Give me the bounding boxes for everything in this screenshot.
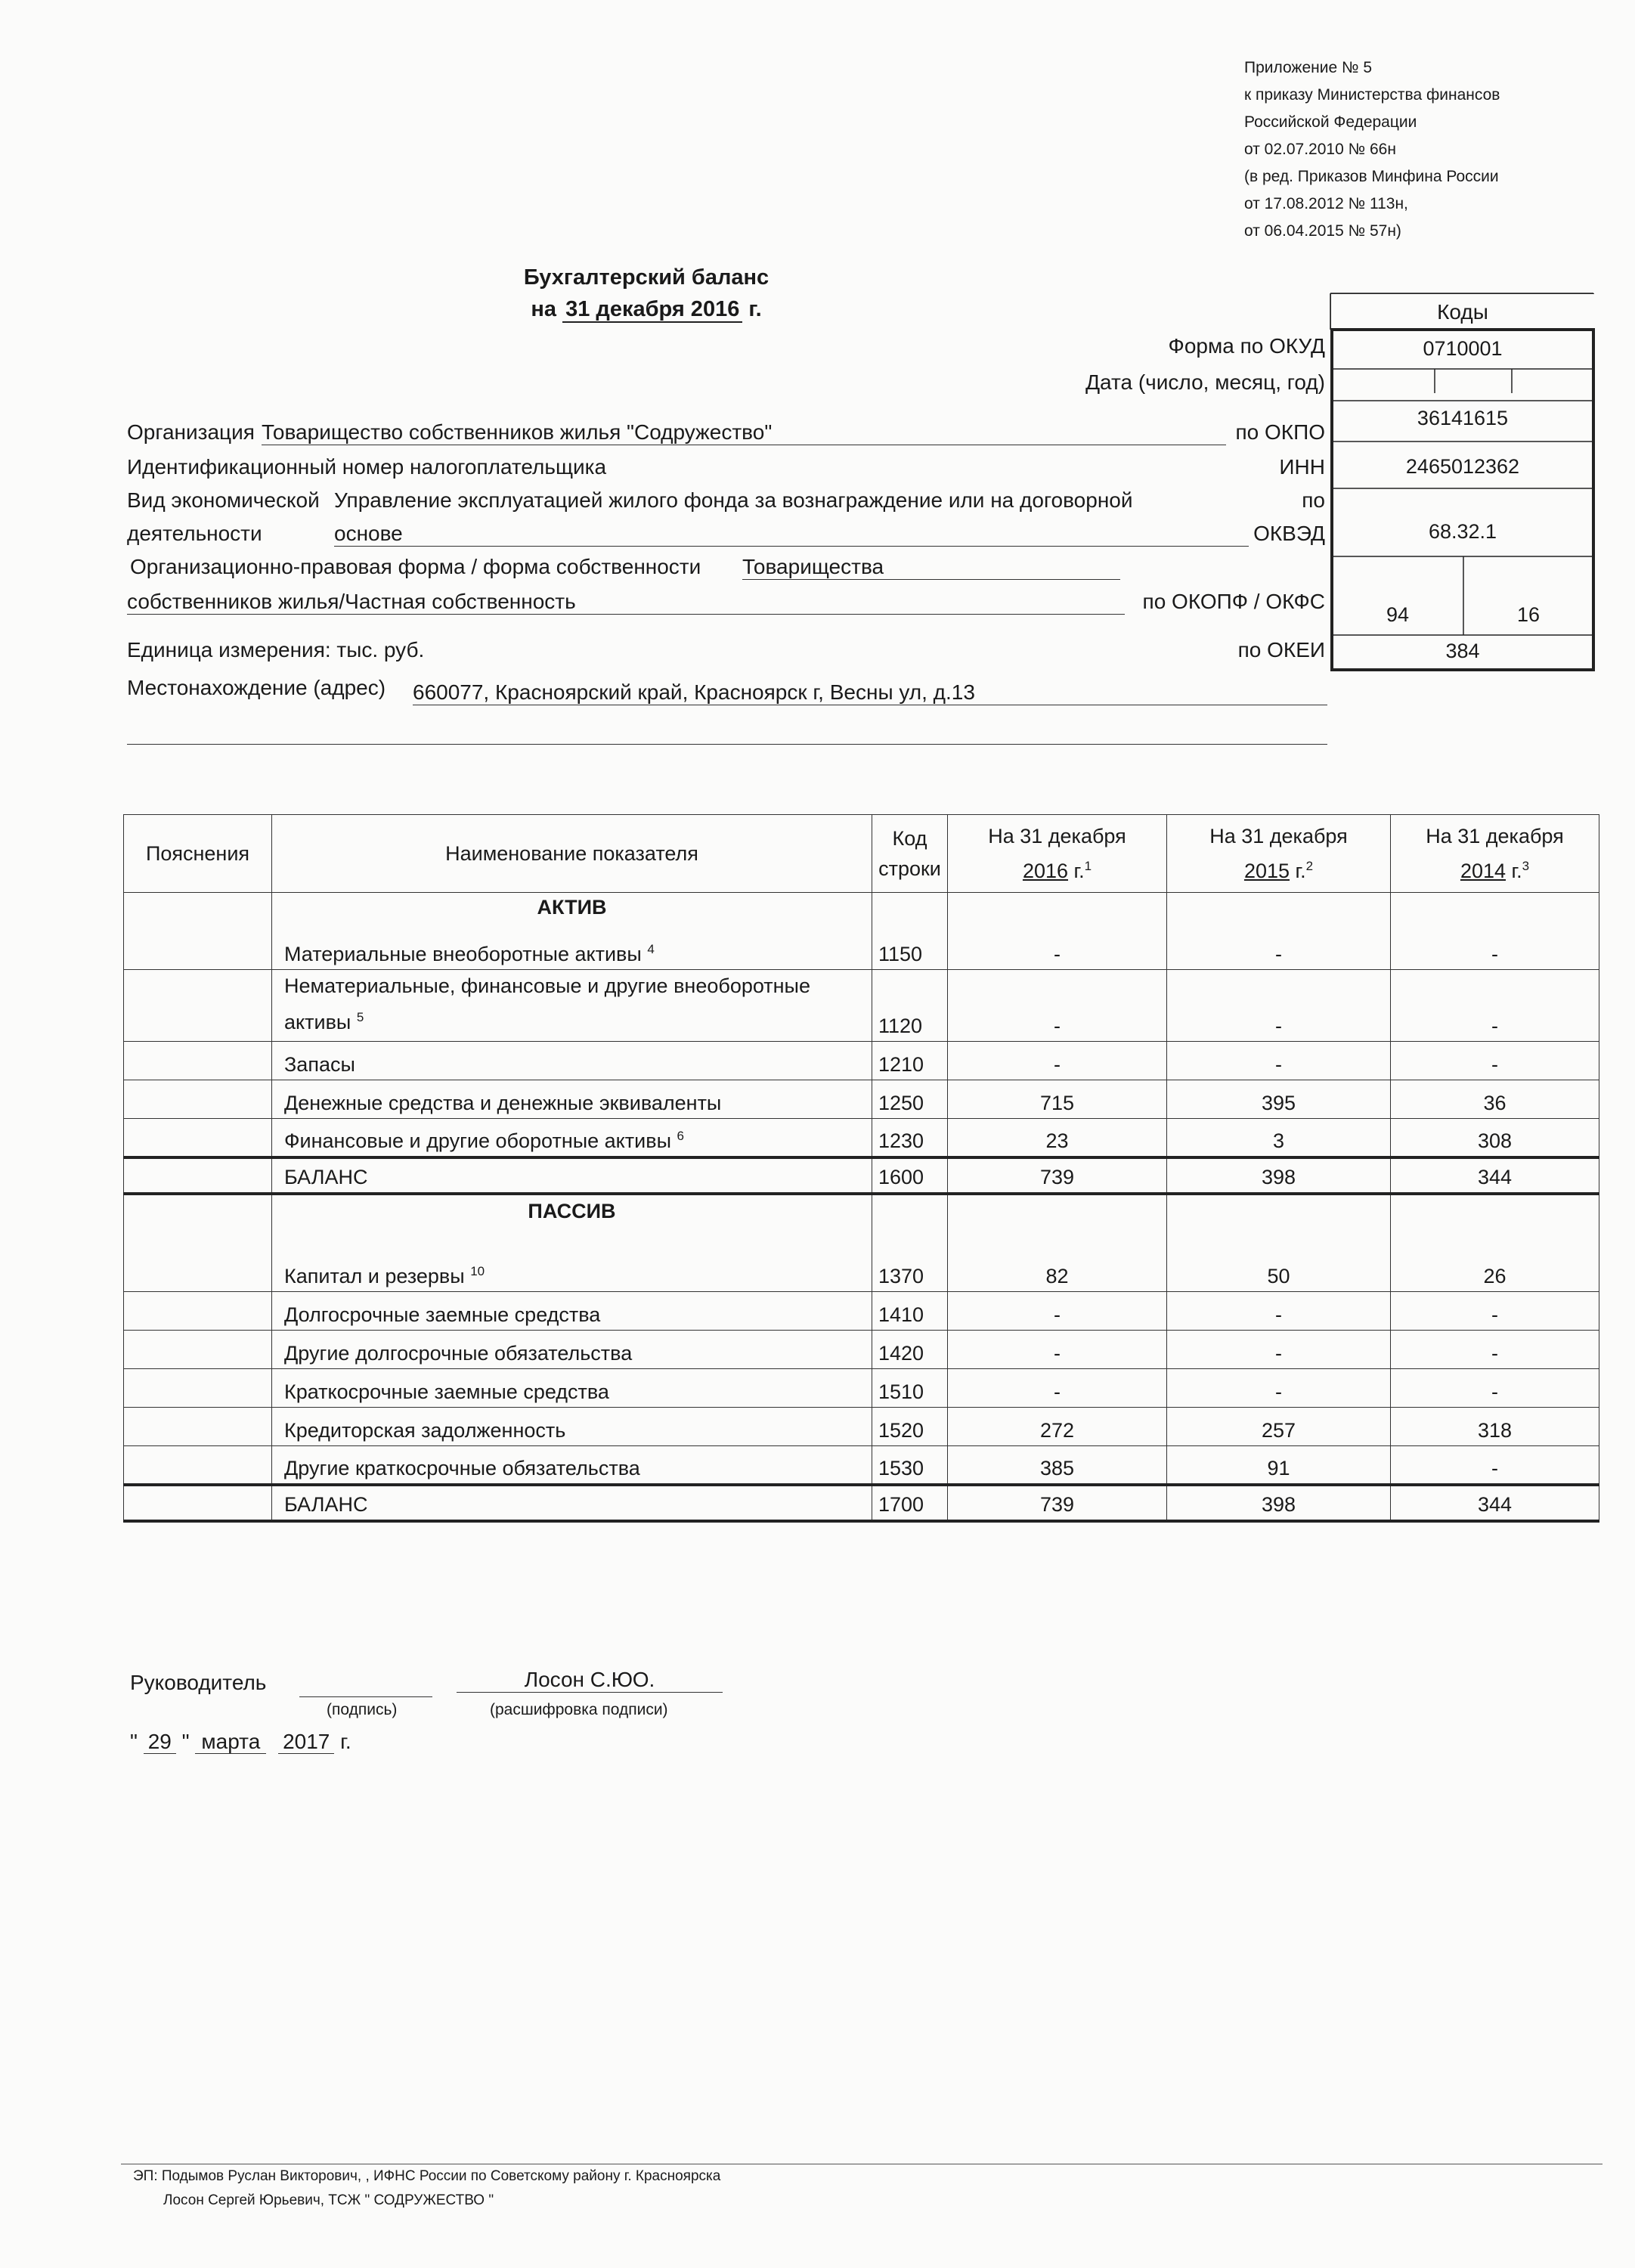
row-value-2015: 395 — [1167, 1080, 1391, 1119]
address-extra-line — [127, 744, 1327, 745]
head-name: Лосон С.ЮО. — [457, 1668, 723, 1693]
header-code — [872, 815, 948, 893]
table-row — [124, 1042, 1599, 1080]
row-value-2014: - — [1391, 1042, 1599, 1080]
sign-year: 2017 — [278, 1730, 334, 1754]
okved-label: ОКВЭД — [1253, 522, 1325, 545]
appendix-line: от 06.04.2015 № 57н) — [1244, 222, 1401, 240]
header-col3-year: 2014 — [1460, 860, 1506, 882]
activity-value-2: основе — [334, 522, 1249, 547]
appendix-line: (в ред. Приказов Минфина России — [1244, 168, 1499, 185]
row-name: Кредиторская задолженность — [272, 1408, 872, 1446]
address-value: 660077, Красноярский край, Красноярск г, Весны ул, д.13 — [413, 680, 1327, 705]
table-row — [124, 1292, 1599, 1331]
row-name-label: Финансовые и другие оборотные активы — [284, 1129, 671, 1152]
form-value-1: Товарищества — [742, 555, 1120, 580]
row-value-2014: 36 — [1391, 1080, 1599, 1119]
section-aktiv: АКТИВ — [537, 896, 607, 919]
notes-cell — [124, 1408, 272, 1446]
balance-row-passiv — [124, 1485, 1599, 1521]
row-value-2015: 50 — [1167, 1194, 1391, 1292]
notes-cell — [124, 1119, 272, 1157]
row-sup: 10 — [470, 1263, 485, 1278]
notes-cell — [124, 970, 272, 1042]
row-code: 1700 — [872, 1485, 948, 1521]
row-value-2016: - — [948, 970, 1167, 1042]
row-value-2014: 318 — [1391, 1408, 1599, 1446]
codes-header: Коды — [1330, 293, 1594, 330]
unit-label: Единица измерения: тыс. руб. — [127, 638, 425, 662]
activity-label-1: Вид экономической — [127, 488, 320, 512]
okpo-label: по ОКПО — [1235, 420, 1325, 444]
row-name-label: Нематериальные, финансовые и другие внеоборотные — [284, 974, 810, 997]
row-value-2014: - — [1391, 1292, 1599, 1331]
row-sup: 6 — [677, 1128, 684, 1143]
row-code: 1370 — [872, 1194, 948, 1292]
row-code: 1600 — [872, 1157, 948, 1194]
address-label: Местонахождение (адрес) — [127, 676, 386, 699]
table-row — [124, 1194, 1599, 1292]
row-value-2016: - — [948, 1292, 1167, 1331]
row-value-2016: 272 — [948, 1408, 1167, 1446]
sign-day: 29 — [144, 1730, 176, 1754]
header-year-suffix: г. — [1073, 860, 1085, 882]
row-name: БАЛАНС — [272, 1157, 872, 1194]
okei-code: 384 — [1445, 640, 1480, 662]
row-value-2014: 308 — [1391, 1119, 1599, 1157]
row-name-label-2: активы — [284, 1011, 351, 1033]
row-name: Долгосрочные заемные средства — [272, 1292, 872, 1331]
org-label: Организация — [127, 420, 255, 444]
table-row — [124, 1408, 1599, 1446]
title-date: 31 декабря 2016 — [562, 297, 742, 323]
quote-close: " — [181, 1730, 190, 1753]
row-value-2016: 739 — [948, 1157, 1167, 1194]
row-sup: 5 — [356, 1010, 364, 1024]
notes-cell — [124, 1331, 272, 1369]
sign-date — [130, 1730, 351, 1754]
row-value-2015: - — [1167, 1331, 1391, 1369]
header-year-suffix: г. — [1511, 860, 1522, 882]
row-value-2015: - — [1167, 1369, 1391, 1408]
row-value-2016: - — [948, 1369, 1167, 1408]
okei-label: по ОКЕИ — [1237, 638, 1325, 662]
title-line1: Бухгалтерский баланс — [523, 265, 770, 290]
header-col1-sup: 1 — [1084, 859, 1092, 873]
header-notes: Пояснения — [124, 815, 272, 893]
row-value-2016: - — [948, 1042, 1167, 1080]
okved-code: 68.32.1 — [1428, 520, 1497, 543]
row-value-2015: 3 — [1167, 1119, 1391, 1157]
row-code: 1210 — [872, 1042, 948, 1080]
sign-month: марта — [195, 1730, 266, 1754]
row-name-text — [272, 1264, 872, 1288]
row-name: Запасы — [272, 1042, 872, 1080]
title-suffix: г. — [748, 297, 762, 321]
row-value-2014: - — [1391, 970, 1599, 1042]
okud-code: 0710001 — [1423, 337, 1503, 360]
row-value-2015: - — [1167, 1292, 1391, 1331]
section-passiv: ПАССИВ — [528, 1199, 616, 1222]
header-col1-a: На 31 декабря — [988, 825, 1126, 847]
notes-cell — [124, 1157, 272, 1194]
row-name-text — [272, 942, 872, 966]
row-name — [272, 970, 872, 1042]
okopf-code: 94 — [1386, 603, 1410, 626]
row-code: 1420 — [872, 1331, 948, 1369]
table-row — [124, 893, 1599, 970]
row-code: 1250 — [872, 1080, 948, 1119]
row-code: 1230 — [872, 1119, 948, 1157]
header-col1-year: 2016 — [1022, 860, 1069, 882]
header-col3 — [1391, 815, 1599, 893]
appendix-line: от 02.07.2010 № 66н — [1244, 141, 1396, 158]
row-name — [272, 1119, 872, 1157]
table-header-row — [124, 815, 1599, 893]
footer-line-2: Лосон Сергей Юрьевич, ТСЖ " СОДРУЖЕСТВО " — [163, 2192, 494, 2208]
row-code: 1150 — [872, 893, 948, 970]
header-name: Наименование показателя — [272, 815, 872, 893]
row-name-label: Материальные внеоборотные активы — [284, 943, 642, 965]
row-value-2016: - — [948, 1331, 1167, 1369]
row-value-2016: 385 — [948, 1446, 1167, 1485]
footer-line-1: ЭП: Подымов Руслан Викторович, , ИФНС России по Советскому району г. Красноярска — [133, 2168, 721, 2184]
row-value-2016: 82 — [948, 1194, 1167, 1292]
header-code-2: строки — [878, 857, 941, 880]
row-name: Другие краткосрочные обязательства — [272, 1446, 872, 1485]
row-name: БАЛАНС — [272, 1485, 872, 1521]
row-name-label: Капитал и резервы — [284, 1264, 465, 1287]
activity-label-2: деятельности — [127, 522, 262, 545]
table-row — [124, 1446, 1599, 1485]
row-code: 1530 — [872, 1446, 948, 1485]
header-col1 — [948, 815, 1167, 893]
header-col2 — [1167, 815, 1391, 893]
form-value-2: собственников жилья/Частная собственность — [127, 590, 1125, 615]
appendix-line: Приложение № 5 — [1244, 59, 1373, 76]
notes-cell — [124, 1485, 272, 1521]
row-name: Денежные средства и денежные эквиваленты — [272, 1080, 872, 1119]
row-value-2014: - — [1391, 1446, 1599, 1485]
title-prefix: на — [531, 297, 557, 321]
head-label: Руководитель — [130, 1671, 267, 1694]
notes-cell — [124, 1292, 272, 1331]
okopf-label: по ОКОПФ / ОКФС — [1142, 590, 1325, 613]
okfs-code: 16 — [1516, 603, 1541, 626]
quote-open: " — [130, 1730, 138, 1753]
form-label: Организационно-правовая форма / форма собственности — [130, 555, 701, 578]
row-value-2014: - — [1391, 1331, 1599, 1369]
header-col2-a: На 31 декабря — [1209, 825, 1348, 847]
header-code-1: Код — [892, 827, 927, 850]
row-value-2014: 344 — [1391, 1485, 1599, 1521]
sign-year-suffix: г. — [340, 1730, 351, 1753]
row-value-2014: 344 — [1391, 1157, 1599, 1194]
activity-value-1: Управление эксплуатацией жилого фонда за вознаграждение или на договорной — [334, 488, 1133, 512]
table-row — [124, 1331, 1599, 1369]
header-col3-sup: 3 — [1522, 859, 1530, 873]
row-name: Краткосрочные заемные средства — [272, 1369, 872, 1408]
signature-line — [299, 1696, 432, 1697]
org-value: Товарищество собственников жилья "Содружество" — [262, 420, 1226, 445]
row-value-2015: - — [1167, 893, 1391, 970]
notes-cell — [124, 1080, 272, 1119]
notes-cell — [124, 1446, 272, 1485]
date-label: Дата (число, месяц, год) — [1085, 370, 1325, 394]
okud-label: Форма по ОКУД — [1168, 334, 1325, 358]
okpo-code: 36141615 — [1417, 407, 1509, 429]
row-value-2016: - — [948, 893, 1167, 970]
row-name: Другие долгосрочные обязательства — [272, 1331, 872, 1369]
row-value-2016: 739 — [948, 1485, 1167, 1521]
header-col3-a: На 31 декабря — [1426, 825, 1564, 847]
header-col2-sup: 2 — [1305, 859, 1314, 873]
sign-caption: (подпись) — [327, 1701, 398, 1718]
table-row — [124, 1119, 1599, 1157]
appendix-line: к приказу Министерства финансов — [1244, 86, 1500, 104]
row-value-2016: 23 — [948, 1119, 1167, 1157]
row-value-2015: 257 — [1167, 1408, 1391, 1446]
header-year-suffix: г. — [1295, 860, 1306, 882]
table-row — [124, 1080, 1599, 1119]
row-sup: 4 — [647, 942, 655, 956]
decode-caption: (расшифровка подписи) — [490, 1701, 668, 1718]
row-value-2015: - — [1167, 970, 1391, 1042]
balance-row-aktiv — [124, 1157, 1599, 1194]
inn-field-label: Идентификационный номер налогоплательщика — [127, 455, 607, 479]
table-row — [124, 1369, 1599, 1408]
row-code: 1520 — [872, 1408, 948, 1446]
row-value-2016: 715 — [948, 1080, 1167, 1119]
inn-code: 2465012362 — [1405, 455, 1520, 478]
inn-label: ИНН — [1279, 455, 1325, 479]
row-value-2014: - — [1391, 1369, 1599, 1408]
header-col2-year: 2015 — [1243, 860, 1290, 882]
notes-cell — [124, 893, 272, 970]
notes-cell — [124, 1042, 272, 1080]
appendix-line: от 17.08.2012 № 113н, — [1244, 195, 1408, 212]
table-row — [124, 970, 1599, 1042]
appendix-line: Российской Федерации — [1244, 113, 1417, 131]
row-value-2014: 26 — [1391, 1194, 1599, 1292]
row-code: 1410 — [872, 1292, 948, 1331]
row-value-2015: 91 — [1167, 1446, 1391, 1485]
row-code: 1120 — [872, 970, 948, 1042]
okved-label-top: по — [1302, 488, 1325, 512]
notes-cell — [124, 1194, 272, 1292]
notes-cell — [124, 1369, 272, 1408]
row-name — [272, 893, 872, 970]
row-value-2015: 398 — [1167, 1157, 1391, 1194]
row-value-2015: - — [1167, 1042, 1391, 1080]
balance-table — [123, 814, 1599, 1523]
row-value-2014: - — [1391, 893, 1599, 970]
row-value-2015: 398 — [1167, 1485, 1391, 1521]
row-code: 1510 — [872, 1369, 948, 1408]
row-name — [272, 1194, 872, 1292]
